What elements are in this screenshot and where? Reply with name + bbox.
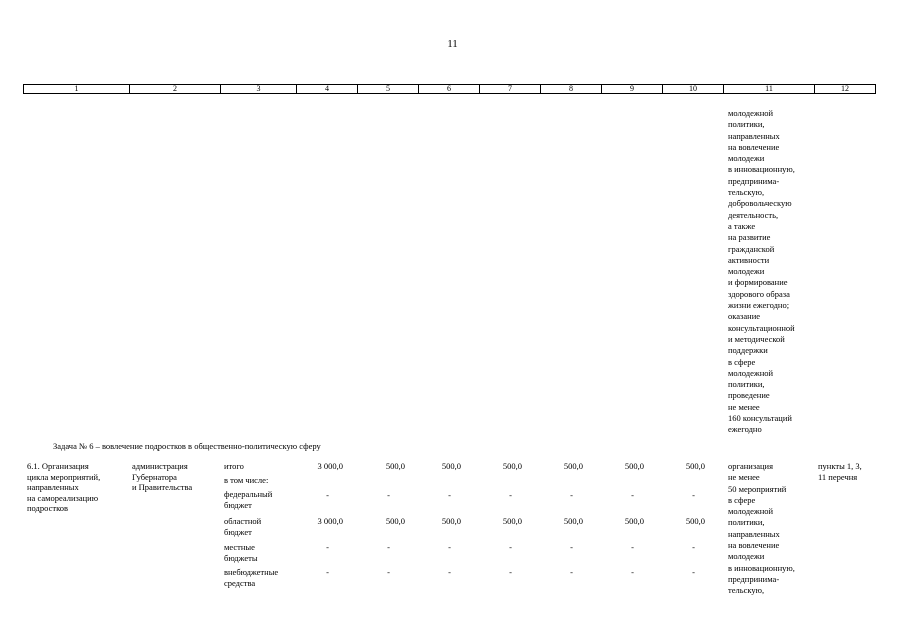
header-col-6: 6 [419, 84, 480, 94]
expected-result: организация не менее 50 мероприятий в сфере молодежной политики, направленных на вовлечение молодежи в инновационную, предпринима- тельскую, [728, 461, 795, 596]
federal-col5: - [387, 490, 390, 500]
total-col7: 500,0 [502, 461, 522, 471]
local-col4: - [326, 542, 329, 552]
extrabudget-col5: - [387, 567, 390, 577]
funding-source-regional: областной бюджет [224, 516, 262, 537]
regional-col5: 500,0 [385, 516, 405, 526]
federal-col6: - [448, 490, 451, 500]
federal-col10: - [692, 490, 695, 500]
federal-col4: - [326, 490, 329, 500]
local-col5: - [387, 542, 390, 552]
task-title: Задача № 6 – вовлечение подростков в общественно-политическую сферу [53, 441, 321, 451]
local-col8: - [570, 542, 573, 552]
federal-col8: - [570, 490, 573, 500]
funding-source-total: итого [224, 461, 244, 471]
local-col9: - [631, 542, 634, 552]
header-col-3: 3 [221, 84, 297, 94]
activity-name: 6.1. Организация цикла мероприятий, направленных на самореализацию подростков [27, 461, 101, 513]
federal-col7: - [509, 490, 512, 500]
header-col-5: 5 [358, 84, 419, 94]
regional-col9: 500,0 [624, 516, 644, 526]
header-col-4: 4 [297, 84, 358, 94]
indicators-ref: пункты 1, 3, 11 перечня [818, 461, 862, 482]
table-header-row [23, 84, 876, 94]
funding-source-extrabudgetary: внебюджетные средства [224, 567, 279, 588]
federal-col9: - [631, 490, 634, 500]
header-col-8: 8 [541, 84, 602, 94]
funding-source-local: местные бюджеты [224, 542, 258, 563]
header-col-10: 10 [663, 84, 724, 94]
regional-col10: 500,0 [685, 516, 705, 526]
header-col-2: 2 [130, 84, 221, 94]
executor: администрация Губернатора и Правительства [132, 461, 193, 492]
extrabudget-col10: - [692, 567, 695, 577]
extrabudget-col4: - [326, 567, 329, 577]
header-col-11: 11 [724, 84, 815, 94]
extrabudget-col8: - [570, 567, 573, 577]
total-col10: 500,0 [685, 461, 705, 471]
total-col4: 3 000,0 [317, 461, 343, 471]
total-col6: 500,0 [441, 461, 461, 471]
header-col-7: 7 [480, 84, 541, 94]
header-col-1: 1 [23, 84, 130, 94]
extrabudget-col9: - [631, 567, 634, 577]
total-col9: 500,0 [624, 461, 644, 471]
page-number: 11 [447, 38, 458, 50]
regional-col6: 500,0 [441, 516, 461, 526]
local-col10: - [692, 542, 695, 552]
funding-source-federal: федеральный бюджет [224, 489, 273, 510]
header-col-9: 9 [602, 84, 663, 94]
total-col8: 500,0 [563, 461, 583, 471]
extrabudget-col7: - [509, 567, 512, 577]
column-11-continuation: молодежной политики, направленных на вовлечение молодежи в инновационную, предпринима- тельскую, добровольческую деятельность, а также на развитие гражданской активности молодежи и формирование здорового образа жизни ежегодно; оказание консультационной и методической поддержки в сфере молодежной политики, проведение не менее 160 консультаций ежегодно [728, 108, 795, 435]
header-col-12: 12 [815, 84, 876, 94]
funding-source-including: в том числе: [224, 475, 269, 485]
extrabudget-col6: - [448, 567, 451, 577]
total-col5: 500,0 [385, 461, 405, 471]
local-col7: - [509, 542, 512, 552]
regional-col8: 500,0 [563, 516, 583, 526]
regional-col7: 500,0 [502, 516, 522, 526]
local-col6: - [448, 542, 451, 552]
regional-col4: 3 000,0 [317, 516, 343, 526]
